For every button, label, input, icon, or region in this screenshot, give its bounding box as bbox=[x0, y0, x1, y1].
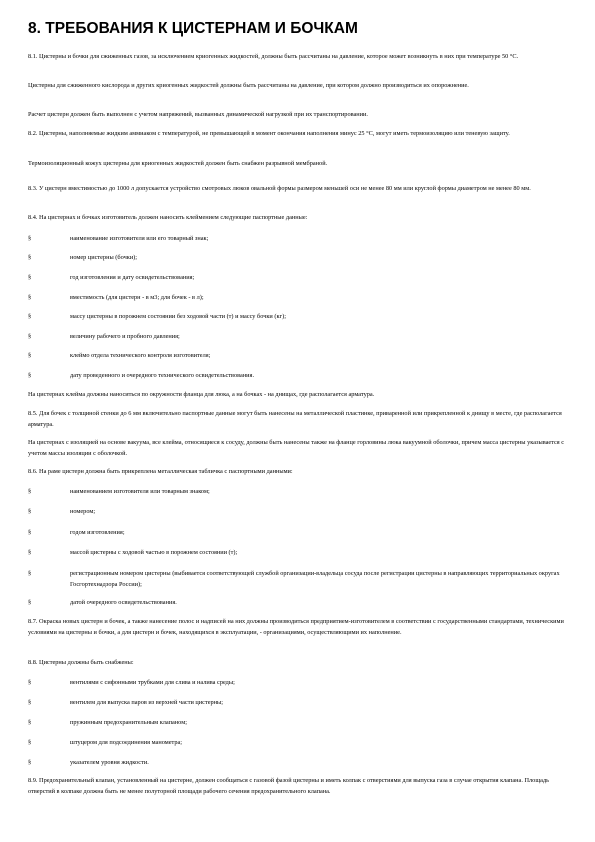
paragraph-8-7: 8.7. Окраска новых цистерн и бочек, а также нанесение полос и надписей на них должны производиться предприятием-изготовителем в соответствии с государственными стандартами, техническими условиями на цистерны и бочки, а для цистерн и бочек, находящихся в эксплуатации, - организациями, осуществляющими их наполнение. bbox=[28, 618, 564, 636]
bullet-icon: § bbox=[28, 599, 32, 606]
paragraph-8-2: 8.2. Цистерны, наполняемые жидким аммиаком с температурой, не превышающей в момент окончания наполнения минус 25 °C, могут иметь термоизоляцию или теневую защиту. bbox=[28, 130, 510, 137]
bullet-icon: § bbox=[28, 699, 32, 706]
bullet-icon: § bbox=[28, 570, 32, 577]
list-item-text: пружинным предохранительным клапаном; bbox=[70, 719, 187, 726]
list-item-text: год изготовления и дату освидетельствования; bbox=[70, 274, 195, 281]
list-item-text: номер цистерны (бочки); bbox=[70, 254, 138, 261]
paragraph-8-4: 8.4. На цистернах и бочках изготовитель должен наносить клеймением следующие паспортные данные: bbox=[28, 214, 308, 221]
list-item-text: штуцером для подсоединения манометра; bbox=[70, 739, 183, 746]
bullet-icon: § bbox=[28, 313, 32, 320]
section-title: 8. ТРЕБОВАНИЯ К ЦИСТЕРНАМ И БОЧКАМ bbox=[28, 20, 358, 37]
list-item-text: вентилем для выпуска паров из верхней части цистерны; bbox=[70, 699, 223, 706]
list-item-text: вместимость (для цистерн - в м3; для бочек - в л); bbox=[70, 294, 204, 301]
paragraph-8-3: 8.3. У цистерн вместимостью до 1000 л допускается устройство смотровых люков овальной формы размером меньшей оси не менее 80 мм или круглой формы диаметром не менее 80 мм. bbox=[28, 185, 531, 192]
list-item-text: дату проведенного и очередного технического освидетельствования. bbox=[70, 372, 255, 379]
list-item-text: величину рабочего и пробного давления; bbox=[70, 333, 180, 340]
bullet-icon: § bbox=[28, 333, 32, 340]
bullet-icon: § bbox=[28, 488, 32, 495]
paragraph-vacuum-insulation: На цистернах с изоляцией на основе вакуума, все клейма, относящиеся к сосуду, должны быть нанесены также на фланце горловины люка вакуумной оболочки, причем масса цистерны указывается с учетом массы изоляции с оболочкой. bbox=[28, 439, 565, 457]
list-item-text: наименование изготовителя или его товарный знак; bbox=[70, 235, 209, 242]
bullet-icon: § bbox=[28, 719, 32, 726]
list-item-text: наименованием изготовителя или товарным знаком; bbox=[70, 488, 210, 495]
bullet-icon: § bbox=[28, 529, 32, 536]
paragraph-8-6: 8.6. На раме цистерн должна быть прикреплена металлическая табличка с паспортными данными: bbox=[28, 468, 293, 475]
bullet-icon: § bbox=[28, 274, 32, 281]
paragraph-8-8: 8.8. Цистерны должны быть снабжены: bbox=[28, 659, 134, 666]
list-item-text: массу цистерны в порожнем состоянии без ходовой части (т) и массу бочки (кг); bbox=[70, 313, 286, 320]
bullet-icon: § bbox=[28, 352, 32, 359]
bullet-icon: § bbox=[28, 235, 32, 242]
list-item-text: массой цистерны с ходовой частью в порожнем состоянии (т); bbox=[70, 549, 238, 556]
bullet-icon: § bbox=[28, 739, 32, 746]
paragraph-stress-calculation: Расчет цистерн должен быть выполнен с учетом напряжений, вызванных динамической нагрузкой при их транспортировании. bbox=[28, 111, 368, 118]
bullet-icon: § bbox=[28, 508, 32, 515]
paragraph-thermal-insulation: Термоизоляционный кожух цистерны для криогенных жидкостей должен быть снабжен разрывной мембраной. bbox=[28, 160, 328, 167]
paragraph-flange-stamps: На цистернах клейма должны наноситься по окружности фланца для люка, а на бочках - на днищах, где располагается арматура. bbox=[28, 391, 375, 398]
bullet-icon: § bbox=[28, 549, 32, 556]
paragraph-cryogenic-pressure: Цистерны для сжиженного кислорода и других криогенных жидкостей должны быть рассчитаны на давление, при котором должно производиться их опорожнение. bbox=[28, 82, 469, 89]
paragraph-8-9: 8.9. Предохранительный клапан, установленный на цистерне, должен сообщаться с газовой фазой цистерны и иметь колпак с отверстиями для выпуска газа в случае открытия клапана. Площадь отверстий в колпаке должна быть не менее полуторной площади рабочего сечения предохранительного клапана. bbox=[28, 777, 550, 795]
list-item-text: указателем уровня жидкости. bbox=[70, 759, 149, 766]
bullet-icon: § bbox=[28, 372, 32, 379]
list-item-text: датой очередного освидетельствования. bbox=[70, 599, 177, 606]
bullet-icon: § bbox=[28, 294, 32, 301]
list-item-text: вентилями с сифонными трубками для слива и налива среды; bbox=[70, 679, 235, 686]
paragraph-8-5: 8.5. Для бочек с толщиной стенки до 6 мм включительно паспортные данные могут быть нанесены на металлической пластинке, приваренной или прикрепленной к днищу в месте, где располагается арматура. bbox=[28, 410, 562, 428]
list-item-text: номером; bbox=[70, 508, 96, 515]
paragraph-8-1: 8.1. Цистерны и бочки для сжиженных газов, за исключением криогенных жидкостей, должны быть рассчитаны на давление, которое может возникнуть в них при температуре 50 °C. bbox=[28, 53, 519, 60]
list-item-text: клеймо отдела технического контроля изготовителя; bbox=[70, 352, 211, 359]
list-item-text: регистрационным номером цистерны (выбивается соответствующей службой организации-владельца сосуда после регистрации цистерны в направляющих территориальных округах Госгортехнадзора России); bbox=[70, 570, 560, 588]
list-item-text: годом изготовления; bbox=[70, 529, 125, 536]
bullet-icon: § bbox=[28, 759, 32, 766]
bullet-icon: § bbox=[28, 679, 32, 686]
bullet-icon: § bbox=[28, 254, 32, 261]
